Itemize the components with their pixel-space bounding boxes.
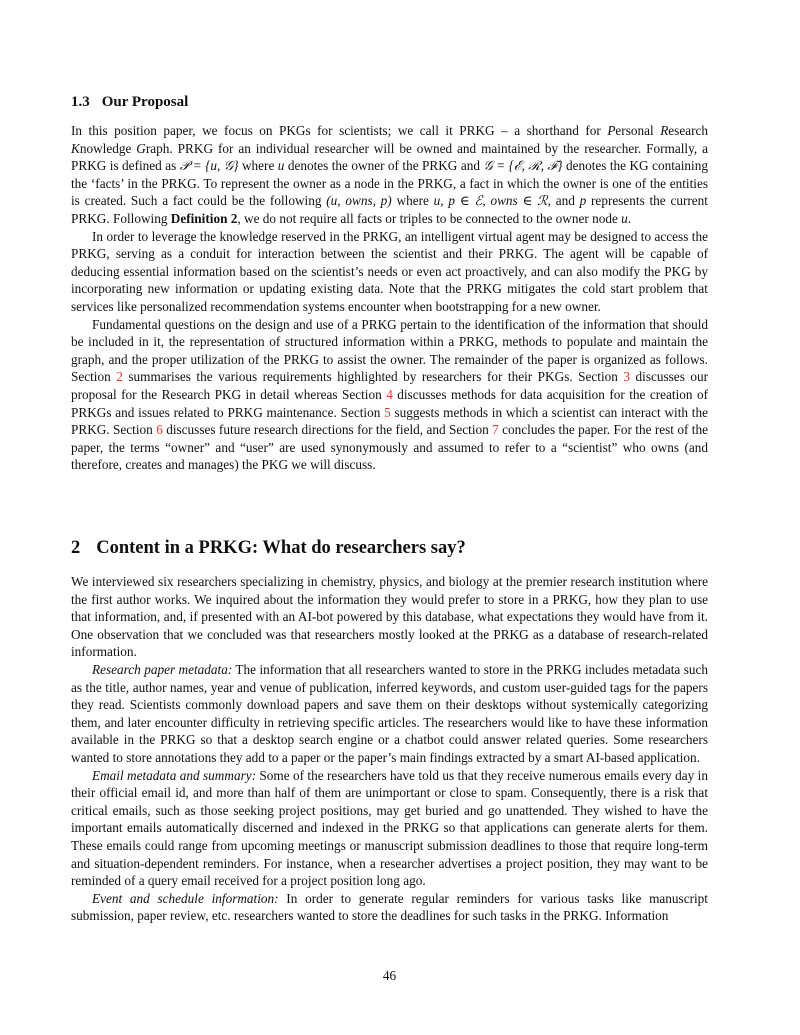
subsection-title: Our Proposal bbox=[101, 94, 189, 110]
text-span: In order to generate regular reminders for various tasks like manuscript submission, paper review, etc. researchers wanted to store the deadlines for such tasks in the PRKG. Information bbox=[71, 890, 708, 924]
text-span: discusses methods for data acquisition for the creation of PRKGs and issues related to PRKG maintenance. Section bbox=[71, 386, 708, 420]
text-span: discusses future research directions for the field, and Section bbox=[162, 422, 493, 438]
text-span: suggests methods in which a scientist can interact with the PRKG. Section bbox=[71, 404, 708, 438]
text-span: esearch bbox=[668, 123, 708, 138]
text-span: nowledge bbox=[79, 140, 137, 156]
text-span: summarises the various requirements highlighted by researchers for their PKGs. Section bbox=[122, 369, 624, 385]
paragraph-prkg-definition bbox=[71, 122, 708, 228]
text-span: . bbox=[627, 210, 632, 226]
paragraph-email-metadata bbox=[71, 767, 708, 890]
section-link[interactable]: 6 bbox=[156, 422, 163, 438]
section-link[interactable]: 7 bbox=[492, 422, 499, 438]
acronym-letter: K bbox=[71, 140, 80, 156]
subsection-number: 1.3 bbox=[71, 94, 90, 110]
text-span: where bbox=[391, 193, 434, 209]
text-span: raph. PRKG for an individual researcher will be owned and maintained by the researcher. Formally, a PRKG is defined as bbox=[71, 140, 709, 174]
math-expression: p bbox=[579, 193, 587, 209]
math-expression: u bbox=[277, 158, 285, 174]
intro-paragraphs bbox=[71, 122, 708, 474]
text-span: Some of the researchers have told us that they receive numerous emails every day in their official email id, and more than half of them are unimportant or close to spam. Consequently, there is a risk that critical emails, such as those seeking project positions, may get buried and go unattended. They wished to have the important emails automatically discerned and indexed in the PRKG so that applications can generate alerts for them. These emails could range from upcoming meetings or manuscript submission deadlines to those that require long-term and situation-dependent reminders. For instance, when a researcher advertises a project position, they may want to be reminded of a query email received for a project position long ago. bbox=[71, 767, 708, 889]
section-title: Content in a PRKG: What do researchers say? bbox=[96, 538, 466, 558]
paragraph-event-schedule bbox=[71, 890, 708, 925]
math-expression: 𝒢 = {ℰ, ℛ, ℱ} bbox=[483, 158, 563, 174]
math-expression: (u, owns, p) bbox=[326, 193, 392, 209]
math-expression: 𝒫 = {u, 𝒢} bbox=[179, 158, 239, 174]
text-span: , and bbox=[547, 193, 580, 209]
page-number: 46 bbox=[382, 968, 397, 983]
math-expression: u bbox=[621, 210, 628, 226]
section-link[interactable]: 4 bbox=[386, 386, 393, 402]
text-span: In this position paper, we focus on PKGs for scientists; we call it PRKG – a shorthand for bbox=[71, 123, 608, 138]
text-span: discusses our proposal for the Research PKG in detail whereas Section bbox=[71, 369, 709, 402]
section-number: 2 bbox=[71, 538, 81, 558]
math-expression: u, p ∈ ℰ, owns ∈ ℛ bbox=[433, 193, 548, 209]
section-heading bbox=[71, 538, 466, 559]
text-span: concludes the paper. For the rest of the paper, the terms “owner” and “user” are used synonymously and assumed to refer to a “scientist” who owns (and therefore, creates and manages) the PKG we will discuss. bbox=[71, 422, 708, 473]
text-span: denotes the owner of the PRKG and bbox=[284, 158, 484, 174]
section-link[interactable]: 3 bbox=[623, 369, 631, 385]
section-2-paragraphs bbox=[71, 573, 708, 925]
text-span: represents the current PRKG. Following bbox=[71, 193, 708, 226]
paragraph-virtual-agent: In order to leverage the knowledge reserved in the PRKG, an intelligent virtual agent may be designed to access the PRKG, serving as a conduit for interaction between the scientist and their PRKG. The agent will be capable of deducing essential information based on the scientist’s needs or even act proactively, and can also modify the PKG by incorporating new information or updating existing data. Note that the PRKG mitigates the cold start problem that services like personalized recommendation systems encounter when bootstrapping for a new owner. bbox=[71, 228, 708, 314]
definition-reference[interactable]: Definition 2 bbox=[170, 210, 238, 226]
paragraph-research-paper-metadata bbox=[71, 661, 708, 767]
text-span: where bbox=[238, 158, 278, 174]
text-span: , we do not require all facts or triples to be connected to the owner node bbox=[237, 210, 622, 226]
text-span: denotes the KG containing the ‘facts’ in the PRKG. To represent the owner as a node in the PRKG, a fact in which the owner is one of the entities is created. Such a fact could be the following bbox=[71, 158, 708, 209]
acronym-letter: G bbox=[136, 140, 146, 156]
acronym-letter: P bbox=[607, 123, 616, 138]
text-span: Fundamental questions on the design and use of a PRKG pertain to the identification of the information that should be included in it, the representation of structured information within a PRKG, methods to populate and maintain the graph, and the proper utilization of the PRKG to assist the owner. The remainder of the paper is organized as follows. Section bbox=[71, 316, 708, 385]
paragraph-lead: Email metadata and summary: bbox=[92, 767, 257, 783]
paragraph-paper-organization bbox=[71, 316, 708, 474]
section-link[interactable]: 2 bbox=[116, 369, 123, 385]
paragraph-interviews: We interviewed six researchers specializing in chemistry, physics, and biology at the premier research institution where the first author works. We inquired about the information they would prefer to store in a PRKG, how they plan to use that information, and, if presented with an AI-bot powered by this database, what expectations they would have from it. One observation that we concluded was that researchers mostly looked at the PRKG as a database of research-related information. bbox=[71, 574, 708, 660]
subsection-heading bbox=[71, 94, 188, 111]
section-link[interactable]: 5 bbox=[384, 404, 391, 420]
paragraph-lead: Research paper metadata: bbox=[92, 661, 233, 677]
text-span: ersonal bbox=[615, 123, 661, 138]
paragraph-lead: Event and schedule information: bbox=[92, 890, 279, 906]
acronym-letter: R bbox=[660, 123, 669, 138]
text-span: The information that all researchers wanted to store in the PRKG includes metadata such as the title, author names, year and venue of publication, inferred keywords, and custom user-guided tags for the papers they read. Scientists commonly download papers and save them on their desktops without systemically categorizing them, and later encounter difficulty in retrieving specific articles. The researchers would like to have these information available in the PRKG so that a desktop search engine or a chatbot could answer related queries. Some researchers wanted to store annotations they add to a paper or the paper’s main findings extracted by a smart AI-based application. bbox=[71, 661, 708, 765]
